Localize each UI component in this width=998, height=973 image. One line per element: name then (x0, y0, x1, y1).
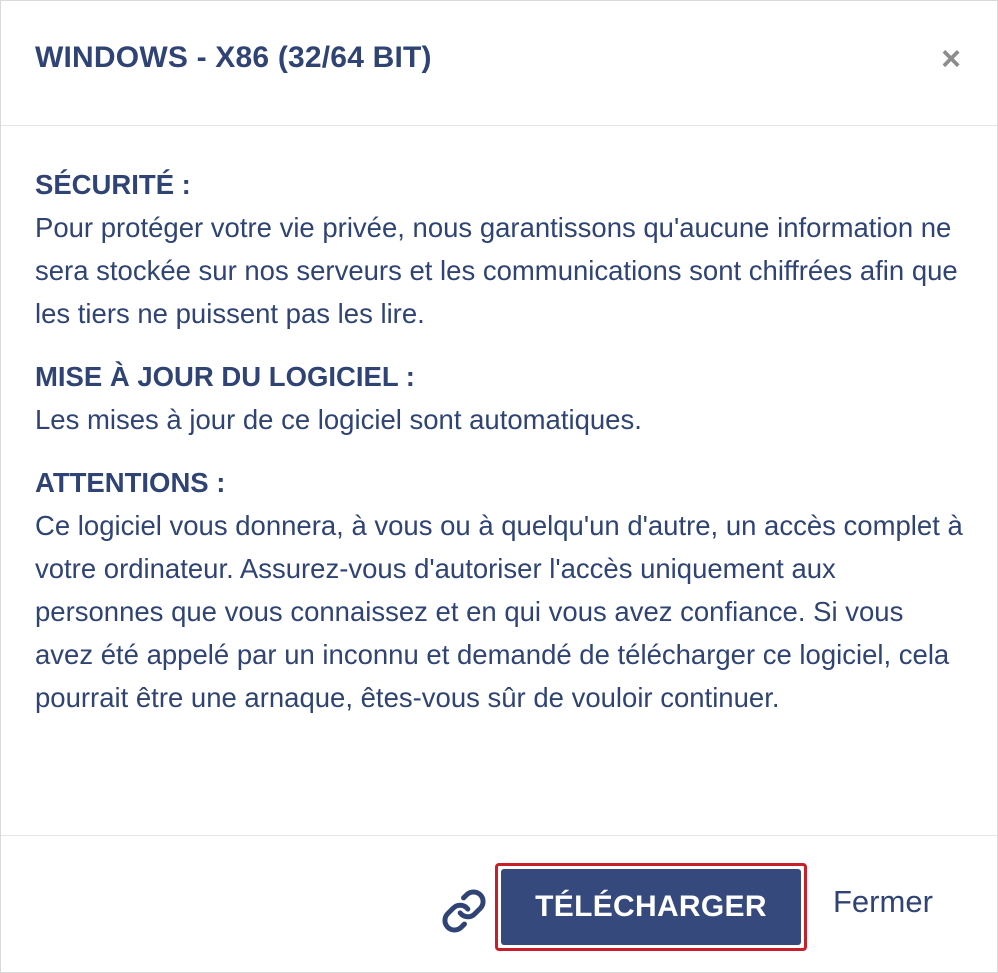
download-button-label: TÉLÉCHARGER (501, 869, 801, 945)
link-icon[interactable] (441, 888, 487, 934)
close-button[interactable]: Fermer (833, 884, 933, 919)
warning-heading: ATTENTIONS : (35, 467, 226, 498)
security-heading: SÉCURITÉ : (35, 169, 191, 200)
security-text: Pour protéger votre vie privée, nous garantissons qu'aucune information ne sera stockée sur nos serveurs et les communications sont chiffrées afin que les tiers ne puissent pas les lire. (35, 212, 958, 329)
security-section (35, 163, 965, 335)
update-text: Les mises à jour de ce logiciel sont automatiques. (35, 404, 642, 435)
dialog-footer (1, 835, 997, 973)
dialog-header (1, 1, 997, 126)
warning-section (35, 461, 965, 719)
dialog-title: WINDOWS - X86 (32/64 BIT) (35, 41, 432, 74)
close-icon[interactable]: × (931, 39, 971, 79)
download-button[interactable] (495, 863, 807, 951)
update-section (35, 355, 965, 441)
warning-text: Ce logiciel vous donnera, à vous ou à quelqu'un d'autre, un accès complet à votre ordinateur. Assurez-vous d'autoriser l'accès uniquement aux personnes que vous connaissez et en qui vous avez confiance. Si vous avez été appelé par un inconnu et demandé de télécharger ce logiciel, cela pourrait être une arnaque, êtes-vous sûr de vouloir continuer. (35, 510, 963, 713)
update-heading: MISE À JOUR DU LOGICIEL : (35, 361, 415, 392)
dialog-body (35, 163, 965, 739)
